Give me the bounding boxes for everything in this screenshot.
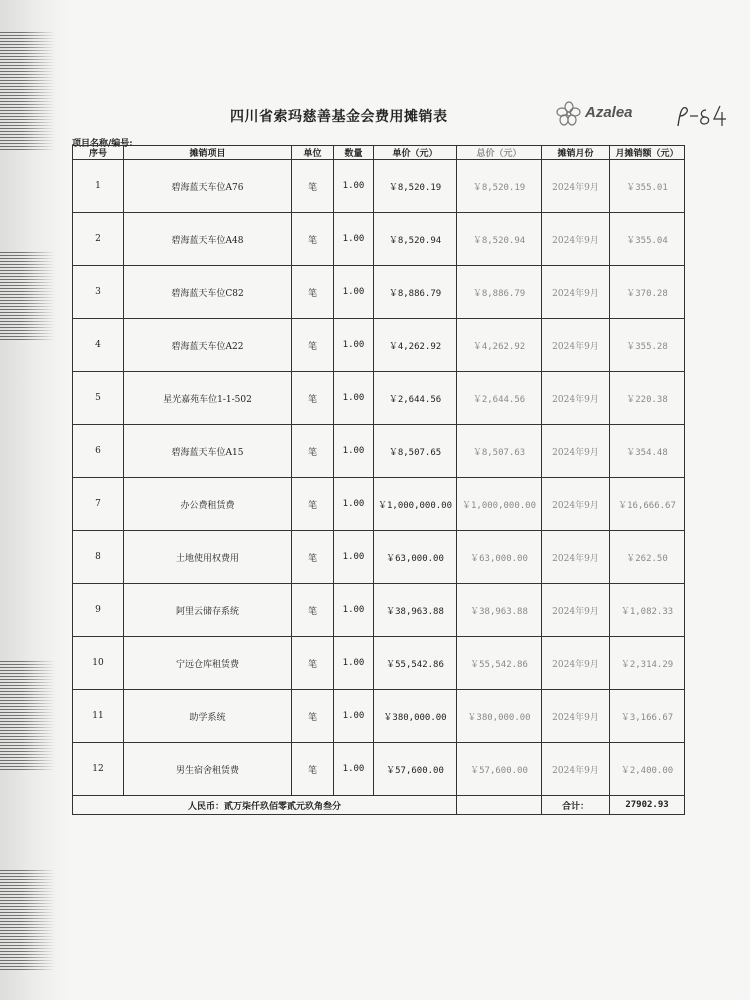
- amortization-month: 2024年9月: [542, 584, 610, 637]
- punch-hole-mark: [0, 660, 55, 770]
- row-number: 1: [73, 160, 124, 213]
- amortization-month: 2024年9月: [542, 266, 610, 319]
- quantity: 1.00: [334, 372, 374, 425]
- table-row: [73, 319, 685, 372]
- table-row: [73, 690, 685, 743]
- header-unit: 单位: [292, 146, 334, 160]
- table-row: [73, 478, 685, 531]
- unit-price: ￥57,600.00: [374, 743, 457, 796]
- row-number: 10: [73, 637, 124, 690]
- document-title: 四川省索玛慈善基金会费用摊销表: [230, 109, 448, 125]
- quantity: 1.00: [334, 478, 374, 531]
- amortization-month: 2024年9月: [542, 743, 610, 796]
- row-number: 12: [73, 743, 124, 796]
- row-number: 3: [73, 266, 124, 319]
- monthly-amount: ￥2,314.29: [610, 637, 685, 690]
- quantity: 1.00: [334, 743, 374, 796]
- unit-price: ￥55,542.86: [374, 637, 457, 690]
- punch-hole-mark: [0, 870, 55, 970]
- total-price: ￥8,886.79: [457, 266, 542, 319]
- row-number: 2: [73, 213, 124, 266]
- header-month: 摊销月份: [542, 146, 610, 160]
- unit: 笔: [292, 637, 334, 690]
- table-row: [73, 213, 685, 266]
- total-price: ￥4,262.92: [457, 319, 542, 372]
- amortization-month: 2024年9月: [542, 213, 610, 266]
- handwritten-note: [672, 102, 742, 132]
- punch-hole-mark: [0, 30, 55, 150]
- header-monthly: 月摊销额（元）: [610, 146, 685, 160]
- unit: 笔: [292, 372, 334, 425]
- unit-price: ￥4,262.92: [374, 319, 457, 372]
- project-name-label: 项目名称/编号:: [72, 139, 133, 149]
- item-name: 办公费租赁费: [124, 478, 292, 531]
- quantity: 1.00: [334, 213, 374, 266]
- item-name: 助学系统: [124, 690, 292, 743]
- amortization-month: 2024年9月: [542, 478, 610, 531]
- quantity: 1.00: [334, 319, 374, 372]
- item-name: 阿里云储存系统: [124, 584, 292, 637]
- unit: 笔: [292, 478, 334, 531]
- unit-price: ￥1,000,000.00: [374, 478, 457, 531]
- total-price: ￥8,507.63: [457, 425, 542, 478]
- item-name: 碧海蓝天车位A76: [124, 160, 292, 213]
- quantity: 1.00: [334, 266, 374, 319]
- table-row: [73, 425, 685, 478]
- item-name: 男生宿舍租赁费: [124, 743, 292, 796]
- azalea-flower-icon: [555, 100, 583, 128]
- monthly-amount: ￥370.28: [610, 266, 685, 319]
- total-price: ￥57,600.00: [457, 743, 542, 796]
- quantity: 1.00: [334, 690, 374, 743]
- table-row: [73, 637, 685, 690]
- item-name: 碧海蓝天车位A48: [124, 213, 292, 266]
- amortization-month: 2024年9月: [542, 637, 610, 690]
- monthly-amount: ￥355.28: [610, 319, 685, 372]
- quantity: 1.00: [334, 637, 374, 690]
- table-row: [73, 160, 685, 213]
- quantity: 1.00: [334, 531, 374, 584]
- amortization-month: 2024年9月: [542, 690, 610, 743]
- item-name: 碧海蓝天车位C82: [124, 266, 292, 319]
- monthly-amount: ￥2,400.00: [610, 743, 685, 796]
- total-price: ￥2,644.56: [457, 372, 542, 425]
- table-header-row: [73, 146, 685, 160]
- table-row: [73, 372, 685, 425]
- amortization-month: 2024年9月: [542, 319, 610, 372]
- item-name: 碧海蓝天车位A15: [124, 425, 292, 478]
- row-number: 6: [73, 425, 124, 478]
- monthly-amount: ￥220.38: [610, 372, 685, 425]
- unit-price: ￥8,886.79: [374, 266, 457, 319]
- table-row: [73, 531, 685, 584]
- header-price: 单价（元）: [374, 146, 457, 160]
- rmb-amount-text: 人民币：贰万柒仟玖佰零贰元玖角叁分: [73, 796, 457, 815]
- table-row: [73, 584, 685, 637]
- total-label: 合计：: [542, 796, 610, 815]
- item-name: 星光嘉苑车位1-1-502: [124, 372, 292, 425]
- monthly-amount: ￥1,082.33: [610, 584, 685, 637]
- row-number: 8: [73, 531, 124, 584]
- item-name: 碧海蓝天车位A22: [124, 319, 292, 372]
- row-number: 4: [73, 319, 124, 372]
- unit-price: ￥8,520.94: [374, 213, 457, 266]
- row-number: 7: [73, 478, 124, 531]
- logo-text: Azalea: [585, 104, 633, 121]
- unit: 笔: [292, 319, 334, 372]
- total-price: ￥38,963.88: [457, 584, 542, 637]
- monthly-amount: ￥354.48: [610, 425, 685, 478]
- unit-price: ￥380,000.00: [374, 690, 457, 743]
- header-total: 总价（元）: [457, 146, 542, 160]
- monthly-amount: ￥262.50: [610, 531, 685, 584]
- total-price: ￥63,000.00: [457, 531, 542, 584]
- amortization-month: 2024年9月: [542, 531, 610, 584]
- total-price: ￥8,520.94: [457, 213, 542, 266]
- item-name: 宁远仓库租赁费: [124, 637, 292, 690]
- total-price: ￥1,000,000.00: [457, 478, 542, 531]
- amortization-month: 2024年9月: [542, 372, 610, 425]
- total-price: ￥380,000.00: [457, 690, 542, 743]
- monthly-amount: ￥16,666.67: [610, 478, 685, 531]
- punch-hole-mark: [0, 250, 55, 340]
- unit-price: ￥38,963.88: [374, 584, 457, 637]
- monthly-amount: ￥355.04: [610, 213, 685, 266]
- row-number: 5: [73, 372, 124, 425]
- unit-price: ￥8,520.19: [374, 160, 457, 213]
- monthly-amount: ￥355.01: [610, 160, 685, 213]
- header-qty: 数量: [334, 146, 374, 160]
- amortization-month: 2024年9月: [542, 425, 610, 478]
- total-price: ￥8,520.19: [457, 160, 542, 213]
- row-number: 11: [73, 690, 124, 743]
- table-row: [73, 743, 685, 796]
- unit: 笔: [292, 213, 334, 266]
- quantity: 1.00: [334, 425, 374, 478]
- scan-shadow: [0, 0, 70, 1000]
- unit-price: ￥2,644.56: [374, 372, 457, 425]
- quantity: 1.00: [334, 160, 374, 213]
- quantity: 1.00: [334, 584, 374, 637]
- unit: 笔: [292, 690, 334, 743]
- amortization-month: 2024年9月: [542, 160, 610, 213]
- header-item: 摊销项目: [124, 146, 292, 160]
- footer-blank: [457, 796, 542, 815]
- unit: 笔: [292, 266, 334, 319]
- total-value: 27902.93: [610, 796, 685, 815]
- table-row: [73, 266, 685, 319]
- unit: 笔: [292, 531, 334, 584]
- unit: 笔: [292, 425, 334, 478]
- row-number: 9: [73, 584, 124, 637]
- header-no: 序号: [73, 146, 124, 160]
- unit-price: ￥8,507.65: [374, 425, 457, 478]
- total-price: ￥55,542.86: [457, 637, 542, 690]
- unit: 笔: [292, 743, 334, 796]
- monthly-amount: ￥3,166.67: [610, 690, 685, 743]
- unit-price: ￥63,000.00: [374, 531, 457, 584]
- table-footer-row: [73, 796, 685, 815]
- unit: 笔: [292, 160, 334, 213]
- azalea-logo: [555, 100, 665, 128]
- amortization-table: [72, 145, 685, 815]
- item-name: 土地使用权费用: [124, 531, 292, 584]
- unit: 笔: [292, 584, 334, 637]
